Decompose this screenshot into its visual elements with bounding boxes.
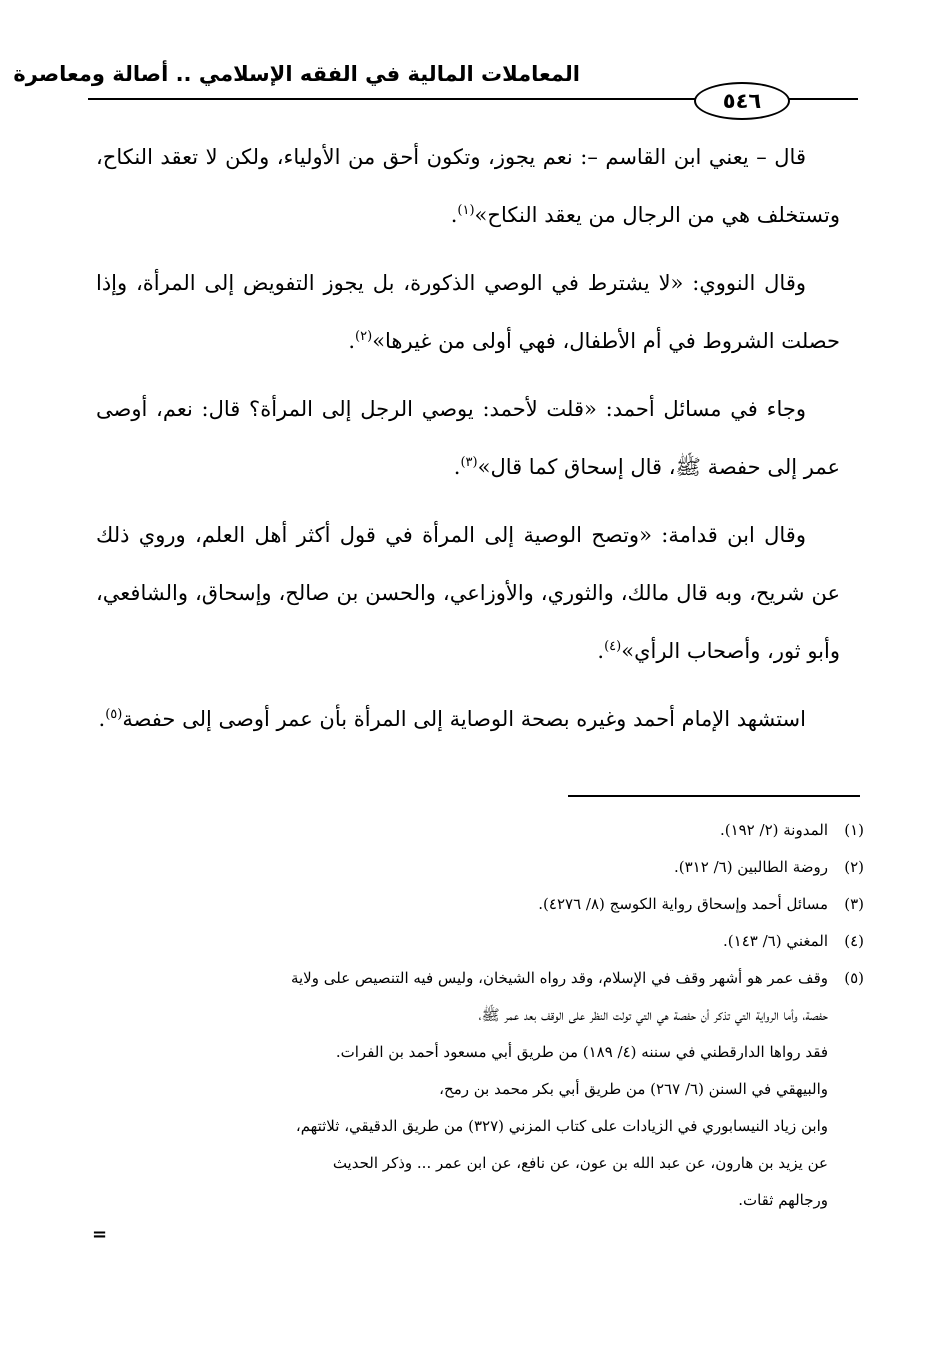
footnote-text: حفصة، وأما الرواية التي تذكر أن حفصة هي التي تولت النظر على الوقف بعد عمر ﷺ، bbox=[478, 1006, 828, 1024]
continuation-mark: = bbox=[92, 1224, 108, 1245]
footnote-ref: (٢) bbox=[355, 329, 373, 344]
footnote-ref: (٤) bbox=[604, 639, 622, 654]
footnote-text: المغني (٦/ ١٤٣). bbox=[723, 932, 828, 950]
footnotes bbox=[96, 812, 864, 1219]
paragraph: استشهد الإمام أحمد وغيره بصحة الوصاية إلى المرأة بأن عمر أوصى إلى حفصة$^{(٥)}$. bbox=[98, 707, 806, 731]
paragraph: وجاء في مسائل أحمد: «قلت لأحمد: يوصي الرجل إلى المرأة؟ قال: نعم، أوصى عمر إلى حفصة ﷺ، قال إسحاق كما قال»$^{(٣)}$. bbox=[96, 397, 840, 479]
paragraph: وقال ابن قدامة: «وتصح الوصية إلى المرأة في قول أكثر أهل العلم، وروي ذلك عن شريح، وبه قال مالك، والثوري، والأوزاعي، والحسن بن صالح، وإسحاق، والشافعي، وأبو ثور، وأصحاب الرأي»$^{(٤)}$. bbox=[96, 523, 840, 663]
running-header-title: المعاملات المالية في الفقه الإسلامي .. أصالة ومعاصرة bbox=[13, 62, 580, 86]
footnote-number: (٤) bbox=[844, 932, 864, 950]
footnote-text: ورجالهم ثقات. bbox=[738, 1191, 828, 1209]
footnote-number: (١) bbox=[844, 821, 864, 839]
footnote-text: روضة الطالبين (٦/ ٣١٢). bbox=[674, 858, 828, 876]
footnote-text: وابن زياد النيسابوري في الزيادات على كتاب المزني (٣٢٧) من طريق الدقيقي، ثلاثتهم، bbox=[295, 1117, 828, 1135]
footnote-ref: (١) bbox=[457, 203, 475, 218]
footnote bbox=[96, 849, 864, 886]
page-number: ٥٤٦ bbox=[722, 89, 762, 113]
footnote-ref: (٣) bbox=[460, 455, 478, 470]
footnote-text: المدونة (٢/ ١٩٢). bbox=[719, 821, 828, 839]
footnote-text: عن يزيد بن هارون، عن عبد الله بن عون، عن نافع، عن ابن عمر ... وذكر الحديث bbox=[332, 1154, 828, 1172]
footnote-text: والبيهقي في السنن (٦/ ٢٦٧) من طريق أبي بكر محمد بن رمح، bbox=[439, 1080, 828, 1098]
main-text bbox=[96, 128, 840, 748]
paragraph: قال – يعني ابن القاسم –: نعم يجوز، وتكون أحق من الأولياء، ولكن لا تعقد النكاح، وتستخلف هي من الرجال من يعقد النكاح»$^{(١)}$. bbox=[96, 145, 840, 227]
footnote-text: مسائل أحمد وإسحاق رواية الكوسج (٨/ ٤٢٧٦). bbox=[538, 895, 828, 913]
page-number-badge bbox=[694, 82, 790, 120]
footnote-number: (٢) bbox=[844, 858, 864, 876]
footnote bbox=[96, 960, 864, 1219]
footnote-number: (٥) bbox=[844, 969, 864, 987]
footnote bbox=[96, 923, 864, 960]
footnote-separator bbox=[568, 795, 860, 797]
footnote bbox=[96, 886, 864, 923]
footnote bbox=[96, 812, 864, 849]
paragraph: وقال النووي: «لا يشترط في الوصي الذكورة، بل يجوز التفويض إلى المرأة، وإذا حصلت الشروط في أم الأطفال، فهي أولى من غيرها»$^{(٢)}$. bbox=[96, 271, 840, 353]
footnote-text: فقد رواها الدارقطني في سننه (٤/ ١٨٩) من طريق أبي مسعود أحمد بن الفرات. bbox=[335, 1043, 828, 1061]
footnote-ref: (٥) bbox=[105, 707, 123, 722]
footnote-number: (٣) bbox=[844, 895, 864, 913]
footnote-text: وقف عمر هو أشهر وقف في الإسلام، وقد رواه الشيخان، وليس فيه التنصيص على ولاية bbox=[290, 969, 828, 987]
